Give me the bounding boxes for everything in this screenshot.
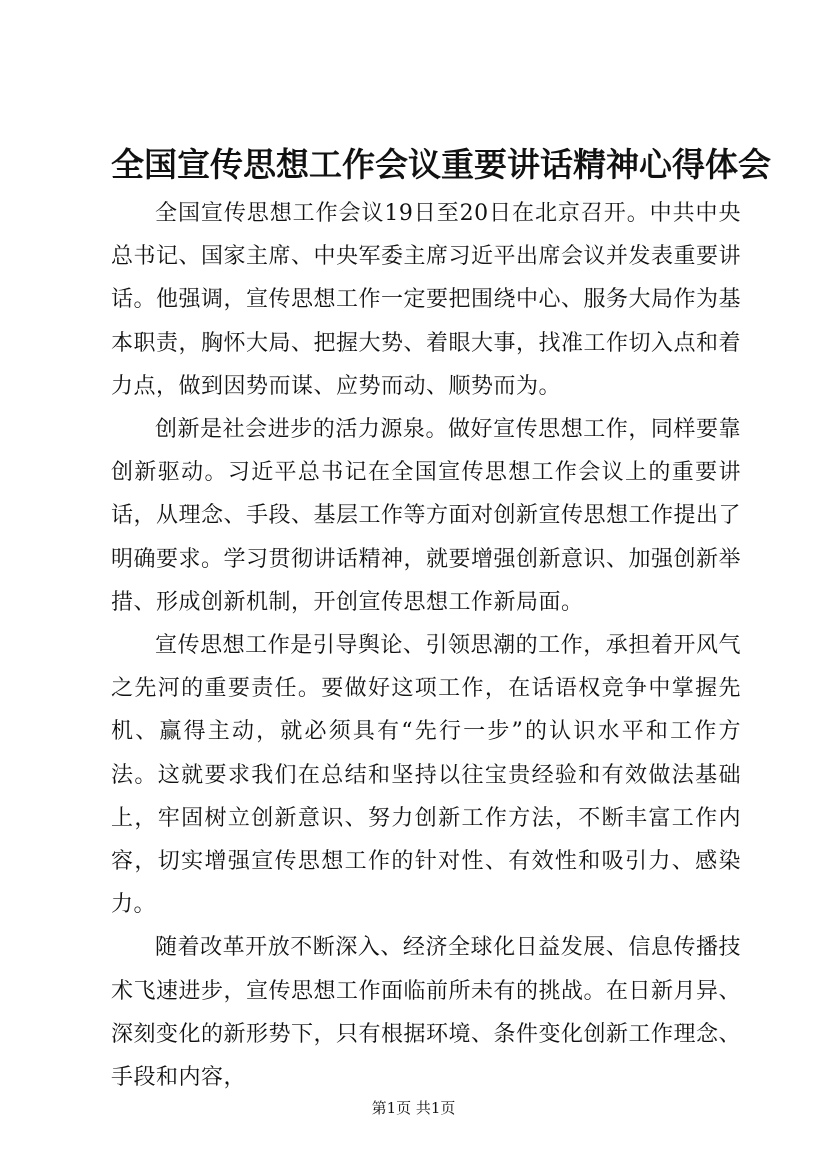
- page-footer: 第1页 共1页: [371, 1099, 456, 1117]
- document-body: [111, 192, 741, 1099]
- paragraph-2: 创新是社会进步的活力源泉。做好宣传思想工作，同样要靠创新驱动。习近平总书记在全国宣传思想工作会议上的重要讲话，从理念、手段、基层工作等方面对创新宣传思想工作提出了明确要求。学习贯彻讲话精神，就要增强创新意识、加强创新举措、形成创新机制，开创宣传思想工作新局面。: [111, 417, 742, 615]
- paragraph-1: 全国宣传思想工作会议19日至20日在北京召开。中共中央总书记、国家主席、中央军委主席习近平出席会议并发表重要讲话。他强调，宣传思想工作一定要把围绕中心、服务大局作为基本职责，胸怀大局、把握大势、着眼大事，找准工作切入点和着力点，做到因势而谋、应势而动、顺势而为。: [111, 201, 742, 399]
- paragraph-4: 随着改革开放不断深入、经济全球化日益发展、信息传播技术飞速进步，宣传思想工作面临前所未有的挑战。在日新月异、深刻变化的新形势下，只有根据环境、条件变化创新工作理念、手段和内容，: [111, 935, 742, 1091]
- paragraph-3: 宣传思想工作是引导舆论、引领思潮的工作，承担着开风气之先河的重要责任。要做好这项工作，在话语权竞争中掌握先机、赢得主动，就必须具有“先行一步”的认识水平和工作方法。这就要求我们在总结和坚持以往宝贵经验和有效做法基础上，牢固树立创新意识、努力创新工作方法，不断丰富工作内容，切实增强宣传思想工作的针对性、有效性和吸引力、感染力。: [111, 633, 741, 918]
- page-title: 全国宣传思想工作会议重要讲话精神心得体会: [111, 145, 771, 184]
